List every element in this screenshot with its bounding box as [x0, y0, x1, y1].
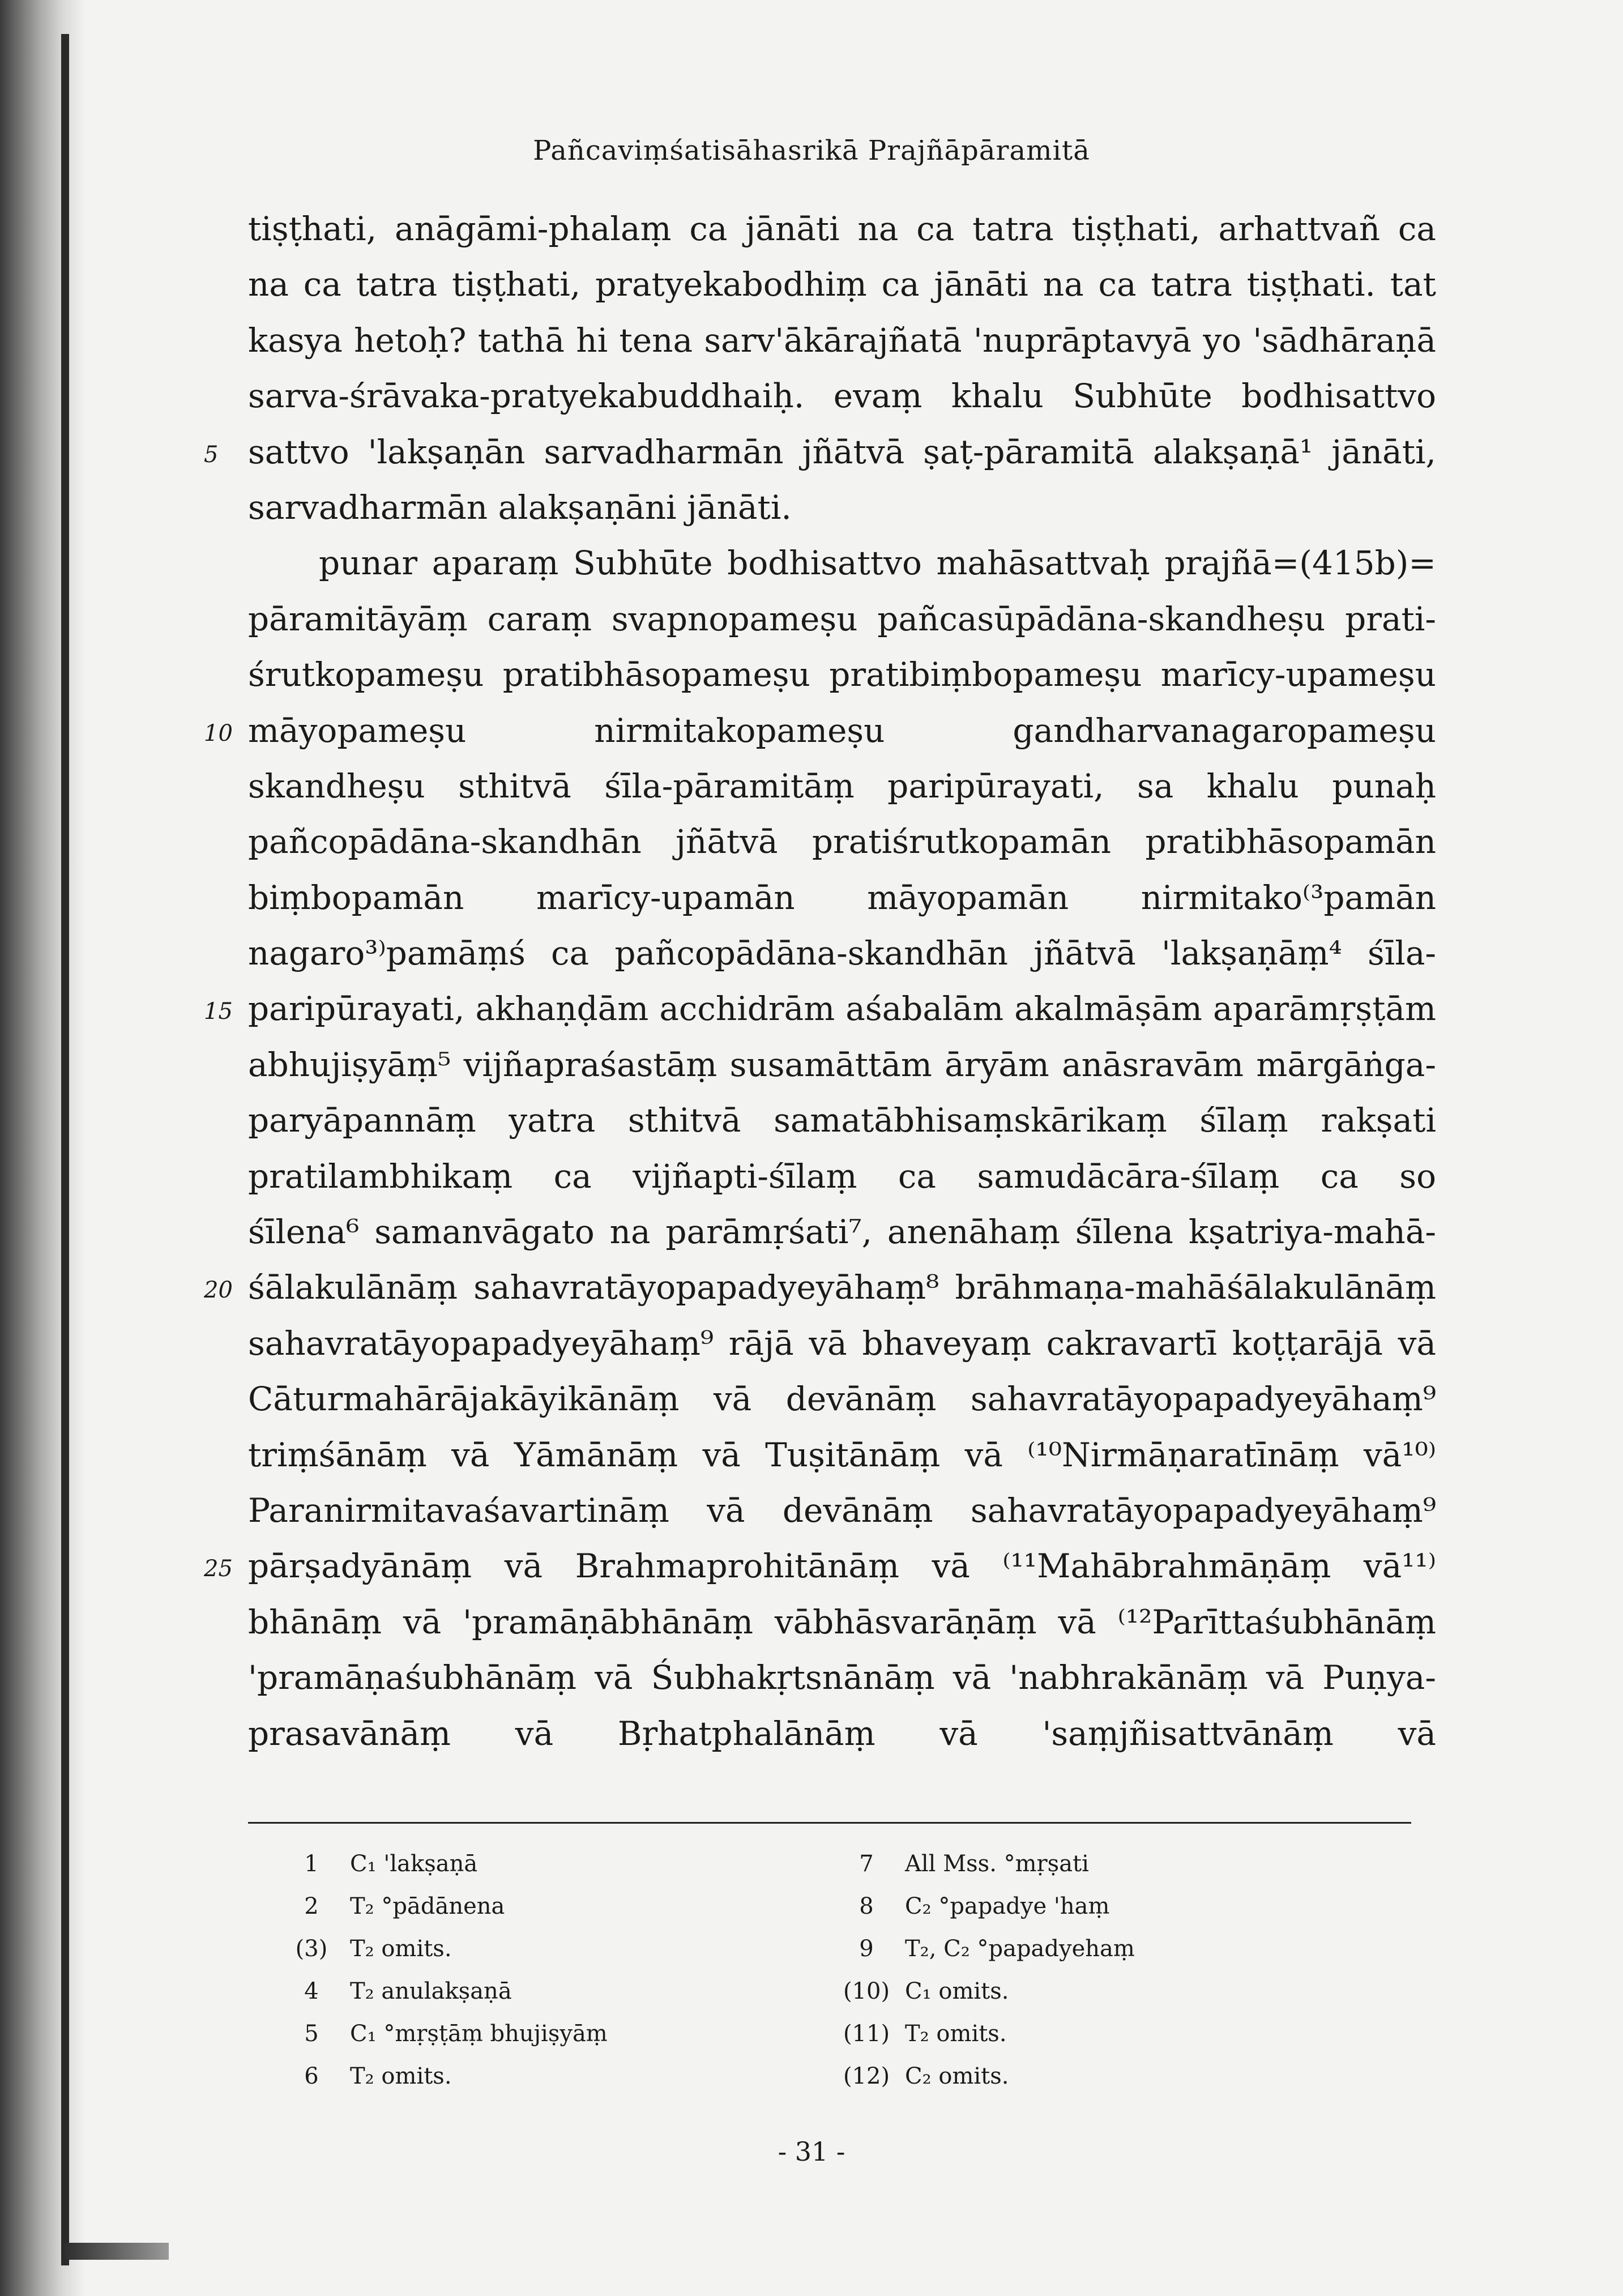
- text-line: [248, 1427, 1436, 1483]
- line-text: śīlena⁶ samanvāgato na parāmṛśati⁷, anenāhaṃ śīlena kṣatriya-mahā-: [248, 1213, 1436, 1252]
- line-number: 25: [204, 1556, 233, 1582]
- line-text: abhujiṣyāṃ⁵ vijñapraśastāṃ susamāttām āryām anāsravām mārgāṅga-: [248, 1045, 1436, 1084]
- footnote: [277, 1928, 608, 1970]
- footnote-text: T₂ anulakṣaṇā: [350, 1978, 512, 2004]
- line-number: 15: [204, 998, 233, 1025]
- line-text: māyopameṣu nirmitakopameṣu gandharvanagaropameṣu: [248, 711, 1436, 750]
- text-line: [204, 1260, 1436, 1315]
- line-text: na ca tatra tiṣṭhati, pratyekabodhiṃ ca jānāti na ca tatra tiṣṭhati. tat: [248, 265, 1436, 304]
- footnote-text: C₂ omits.: [905, 2063, 1009, 2089]
- text-line: [248, 1706, 1436, 1761]
- footnote-number: 1: [304, 1851, 319, 1877]
- footnote-number: 9: [859, 1936, 874, 1962]
- line-text: sattvo 'lakṣaṇān sarvadharmān jñātvā ṣaṭ-pāramitā alakṣaṇā¹ jānāti,: [248, 432, 1436, 471]
- line-text: Paranirmitavaśavartināṃ vā devānāṃ sahavratāyopapadyeyāhaṃ⁹: [248, 1491, 1436, 1530]
- footnote-number: (11): [843, 2021, 890, 2047]
- line-text: skandheṣu sthitvā śīla-pāramitāṃ paripūrayati, sa khalu punaḥ: [248, 766, 1436, 805]
- line-text: śālakulānāṃ sahavratāyopapadyeyāhaṃ⁸ brāhmaṇa-mahāśālakulānāṃ: [248, 1268, 1436, 1307]
- text-line: [248, 313, 1436, 368]
- line-text: sahavratāyopapadyeyāhaṃ⁹ rājā vā bhaveyaṃ cakravartī koṭṭarājā vā: [248, 1324, 1436, 1363]
- footnote-number: 2: [304, 1893, 319, 1919]
- footnote-text: C₁ °mṛṣṭāṃ bhujiṣyāṃ: [350, 2021, 608, 2047]
- footnote-number: 4: [304, 1978, 319, 2004]
- text-line: [248, 368, 1436, 424]
- line-text: Cāturmahārājakāyikānāṃ vā devānāṃ sahavratāyopapadyeyāhaṃ⁹: [248, 1380, 1436, 1419]
- footnote-text: C₂ °papadye 'haṃ: [905, 1893, 1110, 1919]
- text-line: [248, 758, 1436, 814]
- text-line: [248, 1037, 1436, 1092]
- line-text: prasavānāṃ vā Bṛhatphalānāṃ vā 'saṃjñisattvānāṃ vā: [248, 1714, 1436, 1753]
- line-text: paryāpannāṃ yatra sthitvā samatābhisaṃskārikaṃ śīlaṃ rakṣati: [248, 1101, 1436, 1140]
- line-text: pañcopādāna-skandhān jñātvā pratiśrutkopamān pratibhāsopamān: [248, 822, 1436, 861]
- line-text: bhānāṃ vā 'pramāṇābhānāṃ vābhāsvarāṇāṃ vā ⁽¹²Parīttaśubhānāṃ: [248, 1602, 1436, 1641]
- footnote-number: 7: [859, 1851, 874, 1877]
- footnote-text: T₂, C₂ °papadyehaṃ: [905, 1936, 1135, 1962]
- running-header: Pañcaviṃśatisāhasrikā Prajñāpāramitā: [533, 135, 1090, 167]
- footnote-text: C₁ 'lakṣaṇā: [350, 1851, 478, 1877]
- footnote-text: T₂ omits.: [905, 2021, 1007, 2047]
- footnote-number: (3): [295, 1936, 328, 1962]
- line-number: 5: [204, 441, 219, 468]
- line-text: paripūrayati, akhaṇḍām acchidrām aśabalām akalmāṣām aparāmṛṣṭām: [248, 989, 1436, 1028]
- text-line: [204, 981, 1436, 1036]
- footnote: [277, 1970, 608, 2013]
- line-text: kasya hetoḥ? tathā hi tena sarv'ākārajñatā 'nuprāptavyā yo 'sādhāraṇā: [248, 321, 1436, 360]
- footnotes-right-column: [832, 1843, 1135, 2098]
- text-line: [248, 1371, 1436, 1427]
- footnote: [277, 2055, 608, 2098]
- footnote-text: T₂ omits.: [350, 2063, 452, 2089]
- footnote: [277, 1843, 608, 1885]
- text-line: [248, 1204, 1436, 1260]
- line-text: triṃśānāṃ vā Yāmānāṃ vā Tuṣitānāṃ vā ⁽¹⁰Nirmāṇaratīnāṃ vā¹⁰⁾: [248, 1435, 1436, 1474]
- text-line: [248, 480, 1436, 535]
- footnote: [832, 1843, 1135, 1885]
- footnote-text: T₂ °pādānena: [350, 1893, 505, 1919]
- footnote: [832, 1885, 1135, 1928]
- line-text: sarva-śrāvaka-pratyekabuddhaiḥ. evaṃ khalu Subhūte bodhisattvo: [248, 377, 1436, 416]
- footnotes-left-column: [277, 1843, 608, 2098]
- footnote-number: 5: [304, 2021, 319, 2047]
- line-text: pratilambhikaṃ ca vijñapti-śīlaṃ ca samudācāra-śīlaṃ ca so: [248, 1156, 1436, 1196]
- page-number: - 31 -: [778, 2136, 845, 2167]
- line-text: nagaro³⁾pamāṃś ca pañcopādāna-skandhān jñātvā 'lakṣaṇāṃ⁴ śīla-: [248, 934, 1436, 973]
- footnote: [832, 2013, 1135, 2055]
- text-line: [248, 647, 1436, 702]
- text-line: [248, 1483, 1436, 1538]
- footnote-text: All Mss. °mṛṣati: [905, 1851, 1089, 1877]
- text-line: [248, 814, 1436, 869]
- footnote-number: (12): [843, 2063, 890, 2089]
- text-line: [248, 1149, 1436, 1204]
- scan-binding-edge: [61, 34, 69, 2265]
- line-text: tiṣṭhati, anāgāmi-phalaṃ ca jānāti na ca tatra tiṣṭhati, arhattvañ ca: [248, 210, 1436, 248]
- footnote: [832, 2055, 1135, 2098]
- text-line: [248, 1650, 1436, 1705]
- footnote-number: 8: [859, 1893, 874, 1919]
- main-text: [204, 201, 1436, 1761]
- line-text: biṃbopamān marīcy-upamān māyopamān nirmitako⁽³pamān: [248, 878, 1436, 917]
- text-line: [248, 257, 1436, 312]
- line-text: pārṣadyānāṃ vā Brahmaprohitānāṃ vā ⁽¹¹Mahābrahmāṇāṃ vā¹¹⁾: [248, 1547, 1436, 1586]
- text-line: [204, 424, 1436, 480]
- text-line: [204, 703, 1436, 758]
- line-text: śrutkopameṣu pratibhāsopameṣu pratibiṃbopameṣu marīcy-upameṣu: [248, 655, 1436, 694]
- text-line: [248, 1092, 1436, 1148]
- line-number: 20: [204, 1277, 233, 1304]
- text-line: [248, 591, 1436, 647]
- scan-binding-foot: [61, 2243, 169, 2260]
- line-number: 10: [204, 720, 233, 746]
- footnote-number: (10): [843, 1978, 890, 2004]
- footnote-number: 6: [304, 2063, 319, 2089]
- text-line: [248, 1316, 1436, 1371]
- footnote-text: C₁ omits.: [905, 1978, 1009, 2004]
- footnote-rule: [248, 1822, 1411, 1824]
- scan-binding-shadow: [0, 0, 85, 2296]
- footnote: [277, 2013, 608, 2055]
- line-text: punar aparaṃ Subhūte bodhisattvo mahāsattvaḥ prajñā=(415b)=: [319, 544, 1436, 583]
- text-line: [204, 1538, 1436, 1594]
- text-line: [248, 925, 1436, 981]
- line-text: 'pramāṇaśubhānāṃ vā Śubhakṛtsnānāṃ vā 'nabhrakānāṃ vā Puṇya-: [248, 1658, 1436, 1697]
- text-line: [248, 535, 1436, 591]
- line-text: sarvadharmān alakṣaṇāni jānāti.: [248, 488, 792, 527]
- footnote: [277, 1885, 608, 1928]
- line-text: pāramitāyāṃ caraṃ svapnopameṣu pañcasūpādāna-skandheṣu prati-: [248, 599, 1436, 638]
- footnote-text: T₂ omits.: [350, 1936, 452, 1962]
- text-line: [248, 870, 1436, 925]
- text-line: [248, 1594, 1436, 1650]
- footnote: [832, 1928, 1135, 1970]
- text-line: [248, 201, 1436, 257]
- footnote: [832, 1970, 1135, 2013]
